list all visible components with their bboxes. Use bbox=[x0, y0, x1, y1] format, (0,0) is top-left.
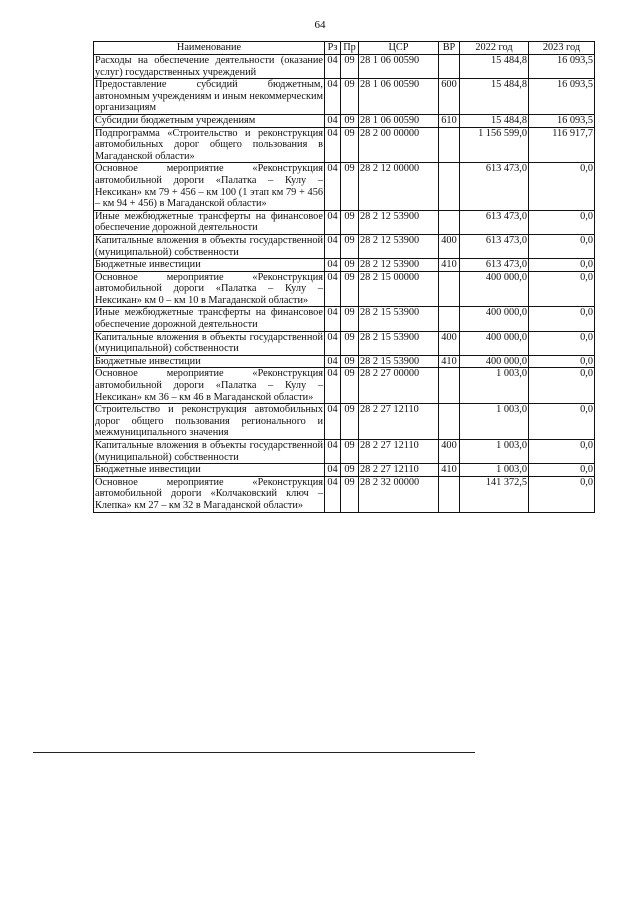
cell-2023: 0,0 bbox=[529, 234, 595, 258]
cell-name: Капитальные вложения в объекты государственной (муниципальной) собственности bbox=[95, 234, 323, 258]
cell-pr: 09 bbox=[341, 127, 359, 163]
cell-name: Основное мероприятие «Реконструкция автомобильной дороги «Колчаковский ключ – Клепка» км 27 – км 32 в Магаданской области» bbox=[95, 476, 323, 511]
cell-csr: 28 2 12 53900 bbox=[359, 210, 439, 234]
table-row bbox=[94, 79, 595, 115]
cell-rz: 04 bbox=[325, 476, 341, 512]
cell-2023: 16 093,5 bbox=[529, 55, 595, 79]
cell-rz: 04 bbox=[325, 127, 341, 163]
cell-csr: 28 1 06 00590 bbox=[359, 55, 439, 79]
cell-vr: 400 bbox=[439, 234, 460, 258]
cell-rz: 04 bbox=[325, 210, 341, 234]
table-row bbox=[94, 163, 595, 210]
cell-2022: 1 156 599,0 bbox=[460, 127, 529, 163]
cell-vr bbox=[439, 163, 460, 210]
cell-2022: 400 000,0 bbox=[460, 271, 529, 307]
cell-csr: 28 2 12 00000 bbox=[359, 163, 439, 210]
cell-csr: 28 2 15 00000 bbox=[359, 271, 439, 307]
cell-name: Капитальные вложения в объекты государственной (муниципальной) собственности bbox=[95, 440, 323, 463]
table-row bbox=[94, 464, 595, 477]
table-row bbox=[94, 355, 595, 368]
cell-name: Основное мероприятие «Реконструкция автомобильной дороги «Палатка – Кулу – Нексикан» км 36 – км 46 в Магаданской области» bbox=[95, 368, 323, 403]
cell-2023: 0,0 bbox=[529, 259, 595, 272]
cell-pr: 09 bbox=[341, 163, 359, 210]
cell-name: Бюджетные инвестиции bbox=[94, 259, 325, 272]
cell-pr: 09 bbox=[341, 234, 359, 258]
table-row bbox=[94, 127, 595, 163]
cell-rz: 04 bbox=[325, 440, 341, 464]
cell-csr: 28 2 27 12110 bbox=[359, 404, 439, 440]
cell-vr bbox=[439, 368, 460, 404]
cell-2022: 400 000,0 bbox=[460, 331, 529, 355]
header-pr: Пр bbox=[341, 42, 359, 55]
cell-2022: 15 484,8 bbox=[460, 114, 529, 127]
cell-csr: 28 2 12 53900 bbox=[359, 234, 439, 258]
cell-name: Субсидии бюджетным учреждениям bbox=[94, 114, 325, 127]
cell-2022: 141 372,5 bbox=[460, 476, 529, 512]
cell-pr: 09 bbox=[341, 440, 359, 464]
cell-vr bbox=[439, 55, 460, 79]
table-row bbox=[94, 210, 595, 234]
cell-2023: 0,0 bbox=[529, 271, 595, 307]
cell-rz: 04 bbox=[325, 307, 341, 331]
budget-table bbox=[93, 41, 595, 513]
cell-2022: 613 473,0 bbox=[460, 259, 529, 272]
cell-rz: 04 bbox=[325, 55, 341, 79]
header-name: Наименование bbox=[94, 42, 325, 55]
cell-2022: 613 473,0 bbox=[460, 234, 529, 258]
cell-rz: 04 bbox=[325, 368, 341, 404]
cell-vr: 400 bbox=[439, 331, 460, 355]
cell-rz: 04 bbox=[325, 355, 341, 368]
cell-rz: 04 bbox=[325, 331, 341, 355]
header-vr: ВР bbox=[439, 42, 460, 55]
cell-2023: 16 093,5 bbox=[529, 79, 595, 115]
cell-pr: 09 bbox=[341, 55, 359, 79]
table-row bbox=[94, 331, 595, 355]
table-row bbox=[94, 114, 595, 127]
table-row bbox=[94, 259, 595, 272]
cell-rz: 04 bbox=[325, 114, 341, 127]
cell-2023: 0,0 bbox=[529, 368, 595, 404]
cell-2023: 116 917,7 bbox=[529, 127, 595, 163]
cell-vr bbox=[439, 271, 460, 307]
table-row bbox=[94, 271, 595, 307]
cell-vr: 410 bbox=[439, 464, 460, 477]
cell-vr bbox=[439, 210, 460, 234]
cell-csr: 28 2 15 53900 bbox=[359, 355, 439, 368]
cell-name: Расходы на обеспечение деятельности (оказание услуг) государственных учреждений bbox=[95, 55, 323, 78]
cell-2023: 0,0 bbox=[529, 355, 595, 368]
cell-2022: 1 003,0 bbox=[460, 440, 529, 464]
cell-name: Бюджетные инвестиции bbox=[94, 355, 325, 368]
cell-name: Бюджетные инвестиции bbox=[94, 464, 325, 477]
table-row bbox=[94, 55, 595, 79]
cell-2022: 1 003,0 bbox=[460, 404, 529, 440]
cell-name: Предоставление субсидий бюджетным, автономным учреждениям и иным некоммерческим организациям bbox=[95, 79, 323, 114]
cell-rz: 04 bbox=[325, 259, 341, 272]
cell-pr: 09 bbox=[341, 259, 359, 272]
cell-pr: 09 bbox=[341, 79, 359, 115]
cell-name: Основное мероприятие «Реконструкция автомобильной дороги «Палатка – Кулу – Нексикан» км 79 + 456 – км 100 (1 этап км 79 + 456 – км 94 + 456) в Магаданской области» bbox=[95, 163, 323, 210]
cell-pr: 09 bbox=[341, 331, 359, 355]
cell-rz: 04 bbox=[325, 234, 341, 258]
cell-2022: 400 000,0 bbox=[460, 355, 529, 368]
table-row bbox=[94, 476, 595, 512]
cell-csr: 28 1 06 00590 bbox=[359, 114, 439, 127]
cell-2023: 0,0 bbox=[529, 307, 595, 331]
cell-csr: 28 2 15 53900 bbox=[359, 331, 439, 355]
cell-name: Основное мероприятие «Реконструкция автомобильной дороги «Палатка – Кулу – Нексикан» км 0 – км 10 в Магаданской области» bbox=[95, 271, 323, 306]
cell-name: Строительство и реконструкция автомобильных дорог общего пользования регионального и межмуниципального значения bbox=[95, 404, 323, 439]
cell-csr: 28 2 27 00000 bbox=[359, 368, 439, 404]
cell-rz: 04 bbox=[325, 163, 341, 210]
table-body bbox=[94, 55, 595, 513]
cell-vr bbox=[439, 127, 460, 163]
cell-csr: 28 2 27 12110 bbox=[359, 464, 439, 477]
cell-rz: 04 bbox=[325, 404, 341, 440]
table-row bbox=[94, 307, 595, 331]
cell-2023: 0,0 bbox=[529, 163, 595, 210]
cell-2023: 0,0 bbox=[529, 404, 595, 440]
cell-vr: 400 bbox=[439, 440, 460, 464]
cell-rz: 04 bbox=[325, 79, 341, 115]
page-number: 64 bbox=[314, 19, 326, 31]
cell-2022: 15 484,8 bbox=[460, 79, 529, 115]
cell-2023: 0,0 bbox=[529, 440, 595, 464]
cell-vr bbox=[439, 307, 460, 331]
cell-pr: 09 bbox=[341, 210, 359, 234]
cell-vr: 610 bbox=[439, 114, 460, 127]
cell-name: Капитальные вложения в объекты государственной (муниципальной) собственности bbox=[95, 331, 323, 355]
cell-pr: 09 bbox=[341, 476, 359, 512]
table-row bbox=[94, 368, 595, 404]
cell-vr bbox=[439, 404, 460, 440]
cell-2023: 0,0 bbox=[529, 210, 595, 234]
header-2022: 2022 год bbox=[460, 42, 529, 55]
cell-2022: 400 000,0 bbox=[460, 307, 529, 331]
cell-pr: 09 bbox=[341, 404, 359, 440]
table-row bbox=[94, 234, 595, 258]
cell-rz: 04 bbox=[325, 271, 341, 307]
cell-csr: 28 2 15 53900 bbox=[359, 307, 439, 331]
cell-2023: 0,0 bbox=[529, 476, 595, 512]
cell-vr bbox=[439, 476, 460, 512]
cell-2023: 16 093,5 bbox=[529, 114, 595, 127]
cell-vr: 410 bbox=[439, 355, 460, 368]
cell-csr: 28 2 12 53900 bbox=[359, 259, 439, 272]
cell-2022: 1 003,0 bbox=[460, 368, 529, 404]
cell-csr: 28 2 32 00000 bbox=[359, 476, 439, 512]
cell-vr: 600 bbox=[439, 79, 460, 115]
cell-name: Иные межбюджетные трансферты на финансовое обеспечение дорожной деятельности bbox=[95, 307, 323, 331]
cell-2022: 613 473,0 bbox=[460, 210, 529, 234]
table-row bbox=[94, 440, 595, 464]
header-2023: 2023 год bbox=[529, 42, 595, 55]
header-rz: Рз bbox=[325, 42, 341, 55]
table-row bbox=[94, 404, 595, 440]
footer-rule bbox=[33, 752, 475, 753]
cell-2022: 15 484,8 bbox=[460, 55, 529, 79]
cell-pr: 09 bbox=[341, 271, 359, 307]
cell-pr: 09 bbox=[341, 464, 359, 477]
cell-pr: 09 bbox=[341, 307, 359, 331]
cell-name: Иные межбюджетные трансферты на финансовое обеспечение дорожной деятельности bbox=[95, 210, 323, 234]
cell-pr: 09 bbox=[341, 368, 359, 404]
cell-rz: 04 bbox=[325, 464, 341, 477]
cell-name: Подпрограмма «Строительство и реконструкция автомобильных дорог общего пользования в Магаданской области» bbox=[95, 127, 323, 162]
cell-2023: 0,0 bbox=[529, 331, 595, 355]
cell-csr: 28 1 06 00590 bbox=[359, 79, 439, 115]
header-csr: ЦСР bbox=[359, 42, 439, 55]
table-header-row bbox=[94, 42, 595, 55]
cell-vr: 410 bbox=[439, 259, 460, 272]
cell-pr: 09 bbox=[341, 114, 359, 127]
cell-csr: 28 2 27 12110 bbox=[359, 440, 439, 464]
cell-2022: 1 003,0 bbox=[460, 464, 529, 477]
cell-pr: 09 bbox=[341, 355, 359, 368]
cell-csr: 28 2 00 00000 bbox=[359, 127, 439, 163]
cell-2023: 0,0 bbox=[529, 464, 595, 477]
cell-2022: 613 473,0 bbox=[460, 163, 529, 210]
